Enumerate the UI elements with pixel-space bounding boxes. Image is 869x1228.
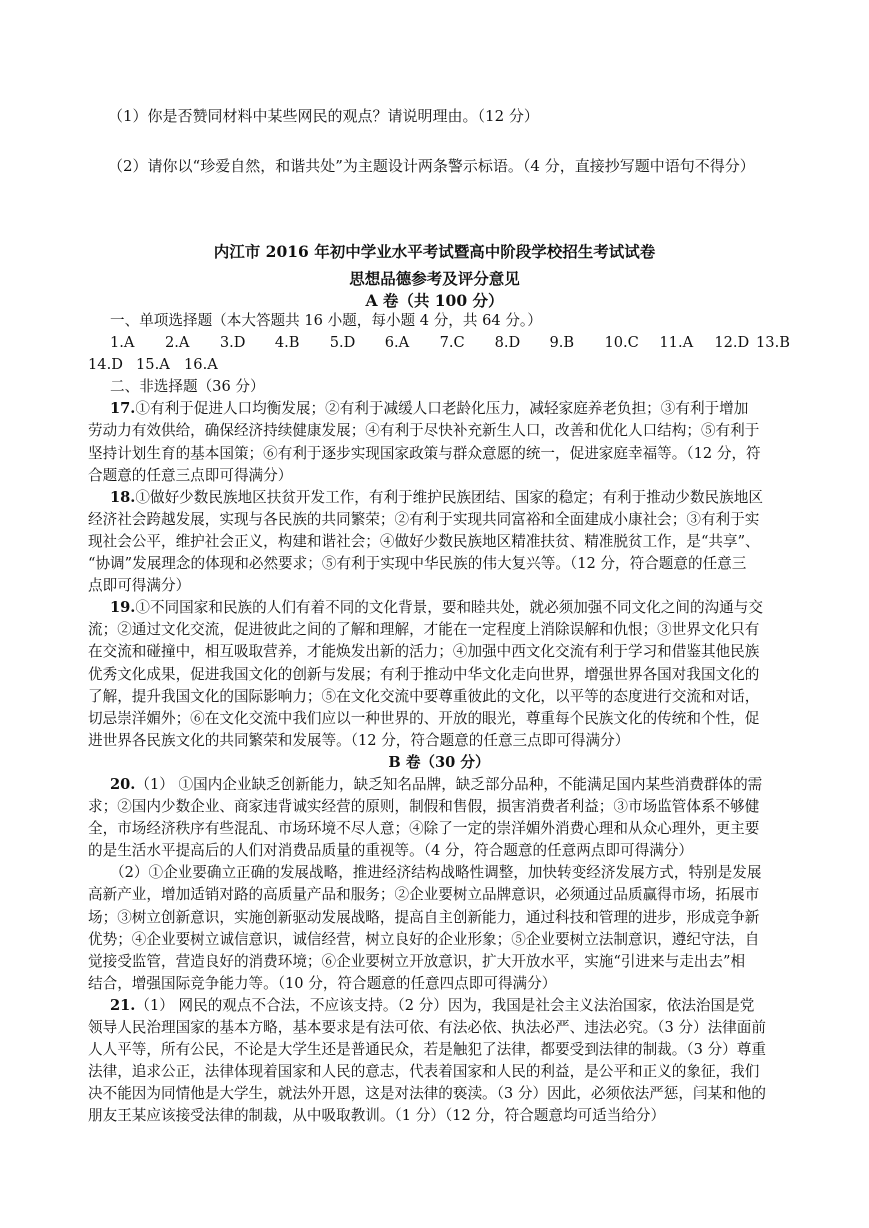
- q18-line: 经济社会跨越发展，实现与各民族的共同繁荣；②有利于实现共同富裕和全面建成小康社会；③有利于实: [88, 510, 760, 528]
- q17-line: 合题意的任意三点即可得满分）: [88, 466, 293, 484]
- q19-line: 流；②通过文化交流，促进彼此之间的了解和理解，才能在一定程度上消除误解和仇恨；③世界文化只有: [88, 621, 760, 639]
- q17-number: 17.: [110, 400, 136, 418]
- q19-line: 切忌崇洋媚外；⑥在文化交流中我们应以一种世界的、开放的眼光，尊重每个民族文化的传统和个性，促: [88, 709, 760, 727]
- answer-1: 1.A: [110, 334, 135, 352]
- q17-line: 劳动力有效供给，确保经济持续健康发展；④有利于尽快补充新生人口，改善和优化人口结构；⑤有利于: [88, 422, 760, 440]
- q18-line: “协调”发展理念的体现和必然要求；⑤有利于实现中华民族的伟大复兴等。（12 分，符合题意的任意三: [88, 555, 747, 573]
- answer-2: 2.A: [164, 334, 190, 352]
- section-a-heading: A 卷（共 100 分）: [365, 291, 504, 310]
- q17-line: 17.①有利于促进人口均衡发展；②有利于减缓人口老龄化压力，减轻家庭养老负担；③有利于增加: [110, 400, 749, 418]
- answer-13: 13.B: [756, 334, 790, 352]
- answers-row-2: [88, 354, 790, 376]
- q19-line: 优秀文化成果，促进我国文化的创新与发展；有利于推动中华文化走向世界，增强世界各国对我国文化的: [88, 665, 760, 683]
- answers-row-1: [88, 332, 790, 354]
- q19-number: 19.: [110, 599, 136, 617]
- q21-line: 决不能因为同情他是大学生，就法外开恩，这是对法律的亵渎。（3 分）因此，必须依法严惩，闫某和他的: [88, 1085, 766, 1103]
- exam-title: 内江市 2016 年初中学业水平考试暨高中阶段学校招生考试试卷: [213, 242, 656, 261]
- q19-line: 了解，提升我国文化的国际影响力；⑤在文化交流中要尊重彼此的文化，以平等的态度进行交流和对话，: [88, 687, 760, 705]
- q20-line: 的是生活水平提高后的人们对消费品质量的重视等。（4 分，符合题意的任意两点即可得满分）: [88, 842, 693, 860]
- part1-heading: 一、单项选择题（本大答题共 16 小题，每小题 4 分，共 64 分。）: [110, 312, 542, 329]
- q20-line: 结合，增强国际竞争能力等。（10 分，符合题意的任意四点即可得满分）: [88, 974, 557, 992]
- q20-line: 高新产业，增加适销对路的高质量产品和服务；②企业要树立品牌意识，必须通过品质赢得市场，拓展市: [88, 886, 760, 904]
- q20-line: 20.（1） ①国内企业缺乏创新能力，缺乏知名品牌，缺乏部分品种，不能满足国内某些消费群体的需: [110, 775, 763, 793]
- part2-heading: 二、非选择题（36 分）: [110, 378, 265, 396]
- q18-line: 18.①做好少数民族地区扶贫开发工作，有利于维护民族团结、国家的稳定；有利于推动少数民族地区: [110, 488, 763, 506]
- answer-16: 16.A: [184, 356, 218, 374]
- q17-line: 坚持计划生育的基本国策；⑥有利于逐步实现国家政策与群众意愿的统一，促进家庭幸福等。（12 分，符: [88, 444, 761, 462]
- q19-line: 在交流和碰撞中，相互吸取营养，才能焕发出新的活力；④加强中西文化交流有利于学习和借鉴其他民族: [88, 643, 760, 661]
- answer-4: 4.B: [274, 334, 300, 352]
- q18-number: 18.: [110, 488, 136, 506]
- q20-line: （2）①企业要确立正确的发展战略，推进经济结构战略性调整，加快转变经济发展方式，特别是发展: [110, 864, 762, 882]
- answer-15: 15.A: [136, 356, 170, 374]
- answer-7: 7.C: [439, 334, 465, 352]
- q21-line: 朋友王某应该接受法律的制裁，从中吸取教训。（1 分）（12 分，符合题意均可适当给分）: [88, 1107, 666, 1125]
- answer-5: 5.D: [329, 334, 356, 352]
- q18-line: 点即可得满分）: [88, 577, 191, 595]
- question-1: （1）你是否赞同材料中某些网民的观点？请说明理由。（12 分）: [108, 107, 539, 125]
- q21-line: 领导人民治理国家的基本方略，基本要求是有法可依、有法必依、执法必严、违法必究。（3 分）法律面前: [88, 1019, 766, 1036]
- q20-line: 求；②国内少数企业、商家违背诚实经营的原则，制假和售假，损害消费者利益；③市场监管体系不够健: [88, 798, 760, 816]
- answer-11: 11.A: [659, 334, 694, 352]
- answer-3: 3.D: [219, 334, 246, 352]
- answer-8: 8.D: [494, 334, 521, 352]
- q21-number: 21.: [110, 996, 136, 1014]
- q21-line: 人人平等，所有公民，不论是大学生还是普通民众，若是触犯了法律，都要受到法律的制裁。（3 分）尊重: [88, 1041, 766, 1059]
- q18-line: 现社会公平，维护社会正义，构建和谐社会；④做好少数民族地区精准扶贫、精准脱贫工作，是“共享”、: [88, 532, 760, 550]
- question-2: （2）请你以“珍爱自然，和谐共处”为主题设计两条警示标语。（4 分，直接抄写题中语句不得分）: [108, 157, 755, 175]
- q19-line: 进世界各民族文化的共同繁荣和发展等。（12 分，符合题意的任意三点即可得满分）: [88, 731, 630, 749]
- q20-line: 全，市场经济秩序有些混乱、市场环境不尽人意；④除了一定的崇洋媚外消费心理和从众心理外，更主要: [88, 820, 760, 838]
- answer-6: 6.A: [384, 334, 410, 352]
- q19-line: 19.①不同国家和民族的人们有着不同的文化背景，要和睦共处，就必须加强不同文化之间的沟通与交: [110, 599, 763, 617]
- answer-14: 14.D: [88, 356, 123, 374]
- q21-line: 法律，追求公正，法律体现着国家和人民的意志，代表着国家和人民的利益，是公平和正义的象征，我们: [88, 1063, 760, 1081]
- q20-number: 20.: [110, 775, 136, 793]
- answer-12: 12.D: [714, 334, 750, 352]
- answer-9: 9.B: [549, 334, 575, 352]
- q20-line: 优势；④企业要树立诚信意识，诚信经营，树立良好的企业形象；⑤企业要树立法制意识，遵纪守法，自: [88, 930, 760, 948]
- answer-10: 10.C: [604, 334, 639, 352]
- subtitle: 思想品德参考及评分意见: [349, 269, 520, 288]
- q20-line: 觉接受监管，营造良好的消费环境；⑥企业要树立开放意识，扩大开放水平，实施“引进来与走出去”相: [88, 952, 746, 970]
- section-b-heading: B 卷（30 分）: [388, 753, 490, 771]
- q20-line: 场；③树立创新意识，实施创新驱动发展战略，提高自主创新能力，通过科技和管理的进步，形成竞争新: [88, 908, 760, 926]
- answer-body: [88, 310, 790, 1127]
- q21-line: 21.（1） 网民的观点不合法，不应该支持。（2 分）因为，我国是社会主义法治国家，依法治国是党: [110, 996, 755, 1014]
